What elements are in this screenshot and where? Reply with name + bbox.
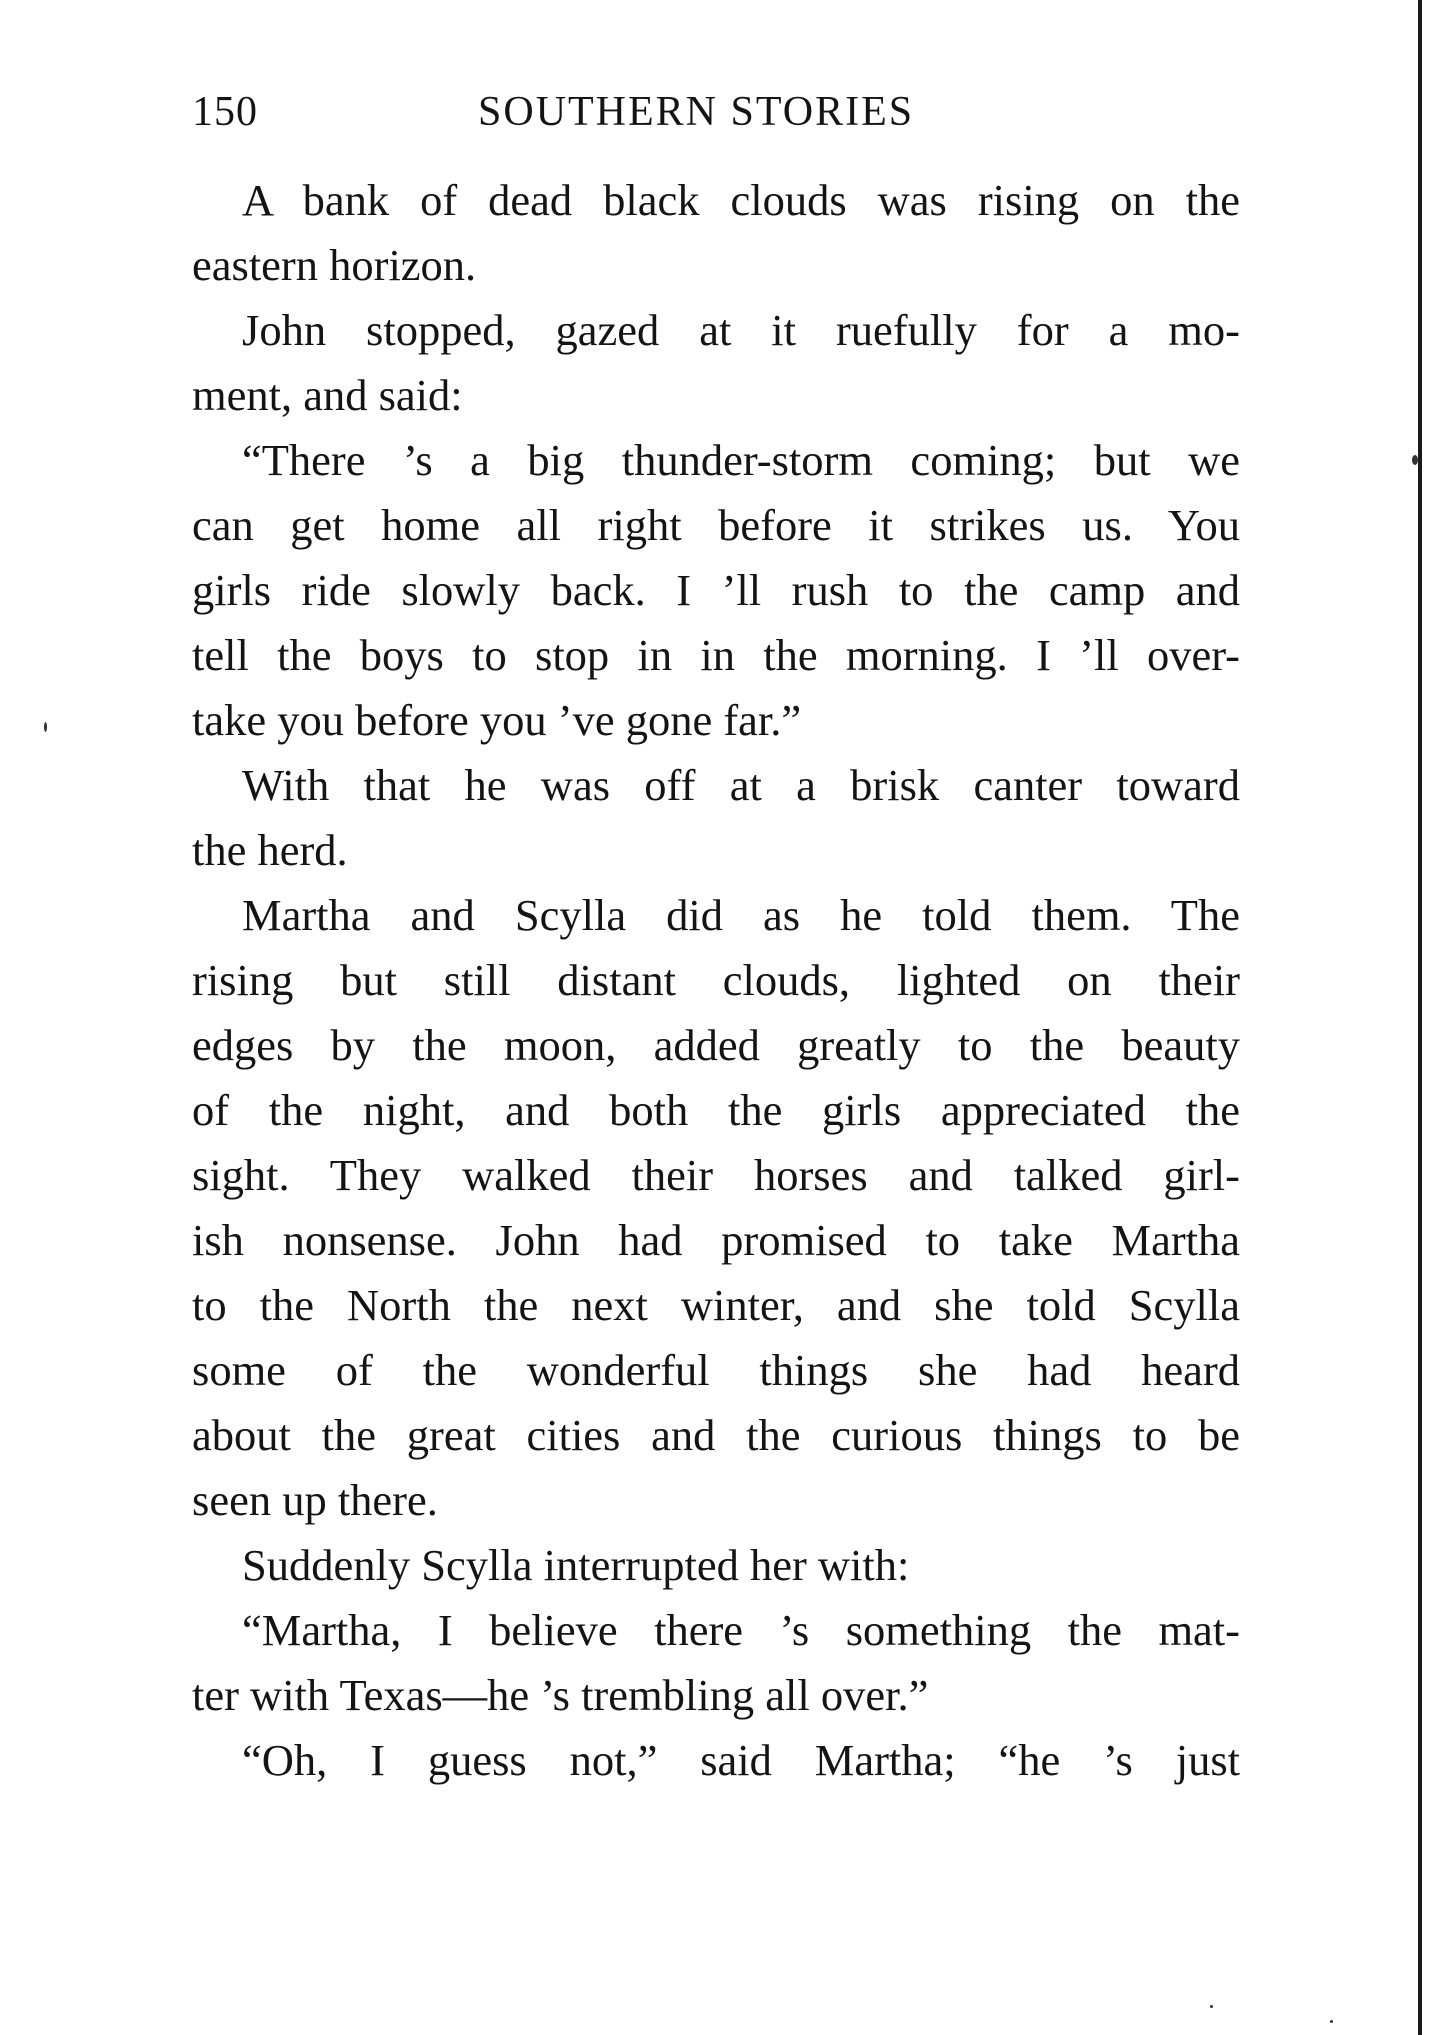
text-line: some of the wonderful things she had heard [192,1345,1240,1395]
text-line: ment, and said: [192,370,463,420]
page-spine-edge [1418,0,1422,2035]
text-line: sight. They walked their horses and talked girl- [192,1150,1240,1200]
text-line: ish nonsense. John had promised to take Martha [192,1215,1240,1265]
text-line: A bank of dead black clouds was rising on the [242,175,1240,225]
text-line: ter with Texas—he ’s trembling all over.” [192,1670,929,1720]
text-line: take you before you ’ve gone far.” [192,695,802,745]
text-line: John stopped, gazed at it ruefully for a mo- [242,305,1240,355]
text-line: edges by the moon, added greatly to the beauty [192,1020,1240,1070]
text-line: “Oh, I guess not,” said Martha; “he ’s just [242,1735,1240,1785]
running-head: SOUTHERN STORIES [478,89,915,135]
page-number: 150 [192,89,258,135]
text-line: the herd. [192,825,348,875]
text-line: Suddenly Scylla interrupted her with: [242,1540,910,1590]
text-line: girls ride slowly back. I ’ll rush to the camp and [192,565,1240,615]
text-line: of the night, and both the girls appreciated the [192,1085,1240,1135]
text-line: can get home all right before it strikes us. You [192,500,1240,550]
text-line: to the North the next winter, and she told Scylla [192,1280,1240,1330]
text-line: “There ’s a big thunder-storm coming; but we [242,435,1240,485]
ink-speck [1412,455,1418,465]
page-header [192,88,1242,148]
text-line: seen up there. [192,1475,438,1525]
text-line: Martha and Scylla did as he told them. The [242,890,1240,940]
ink-speck [1330,2020,1333,2023]
text-line: tell the boys to stop in in the morning. I ’ll over- [192,630,1240,680]
text-line: With that he was off at a brisk canter toward [242,760,1240,810]
ink-speck [1210,2005,1213,2008]
text-line: “Martha, I believe there ’s something the mat- [242,1605,1240,1655]
text-line: about the great cities and the curious things to be [192,1410,1240,1460]
ink-speck [44,722,47,732]
text-line: rising but still distant clouds, lighted on their [192,955,1240,1005]
text-line: eastern horizon. [192,240,477,290]
